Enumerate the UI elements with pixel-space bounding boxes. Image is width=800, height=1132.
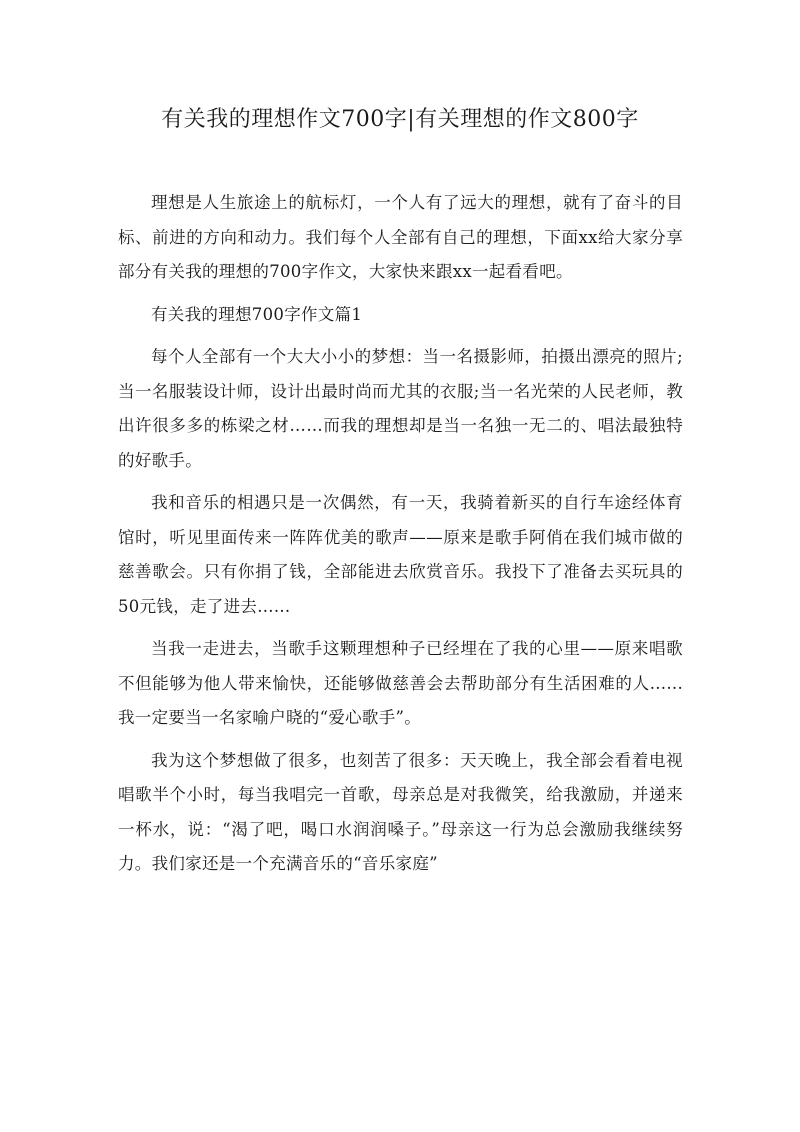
intro-paragraph: 理想是人生旅途上的航标灯，一个人有了远大的理想，就有了奋斗的目标、前进的方向和动力。我们每个人全部有自己的理想，下面xx给大家分享部分有关我的理想的700字作文，大家快来跟xx一起看看吧。 (118, 193, 683, 281)
body-paragraph: 当我一走进去，当歌手这颗理想种子已经埋在了我的心里——原来唱歌不但能够为他人带来愉快，还能够做慈善会去帮助部分有生活困难的人......我一定要当一名家喻户晓的“爱心歌手”。 (118, 639, 683, 727)
body-paragraph: 每个人全部有一个大大小小的梦想：当一名摄影师，拍摄出漂亮的照片;当一名服装设计师，设计出最时尚而尤其的衣服;当一名光荣的人民老师，教出许很多多的栋梁之材……而我的理想却是当一名独一无二的、唱法最独特的好歌手。 (118, 347, 683, 470)
section-heading: 有关我的理想700字作文篇1 (151, 304, 363, 324)
page-title: 有关我的理想作文700字|有关理想的作文800字 (161, 107, 639, 132)
article-body (118, 186, 683, 890)
body-paragraph: 我和音乐的相遇只是一次偶然，有一天，我骑着新买的自行车途经体育馆时，听见里面传来一阵阵优美的歌声——原来是歌手阿俏在我们城市做的慈善歌会。只有你捐了钱，全部能进去欣赏音乐。我投下了准备去买玩具的50元钱，走了进去...... (118, 493, 683, 616)
body-paragraph: 我为这个梦想做了很多，也刻苦了很多：天天晚上，我全部会看着电视唱歌半个小时，每当我唱完一首歌，母亲总是对我微笑，给我激励，并递来一杯水，说：“渴了吧，喝口水润润嗓子。”母亲这一行为总会激励我继续努力。我们家还是一个充满音乐的“音乐家庭” (118, 750, 683, 873)
